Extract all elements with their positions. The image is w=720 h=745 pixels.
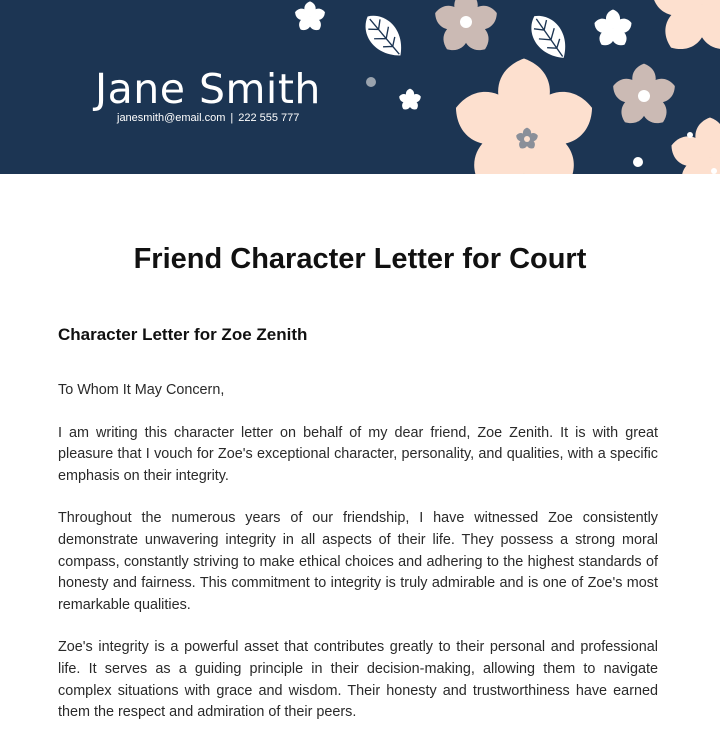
document-title: Friend Character Letter for Court bbox=[133, 243, 587, 275]
dot-icon bbox=[633, 157, 643, 167]
letter-greeting: To Whom It May Concern, bbox=[58, 382, 225, 398]
sender-name: Jane Smith bbox=[95, 65, 321, 113]
flower-icon bbox=[646, 0, 720, 59]
flower-icon bbox=[432, 0, 501, 56]
flower-icon bbox=[398, 89, 422, 112]
dot-icon bbox=[711, 168, 717, 174]
flower-icon bbox=[667, 118, 720, 175]
sender-email: janesmith@email.com bbox=[117, 112, 226, 124]
leaf-icon bbox=[357, 7, 411, 64]
sender-phone: 222 555 777 bbox=[238, 112, 300, 124]
dot-icon bbox=[366, 77, 376, 87]
leaf-icon bbox=[523, 8, 575, 66]
flower-icon bbox=[592, 10, 633, 49]
document-subtitle: Character Letter for Zoe Zenith bbox=[58, 325, 308, 344]
letter-paragraph: Throughout the numerous years of our friendship, I have witnessed Zoe consistently demonstrate unwavering integrity in all aspects of their life. They possess a strong moral compass, constantly striving to make ethical choices and adhering to the highest standards of honesty and fairness. This commitment to integrity is truly admirable and is one of Zoe's most remarkable qualities. bbox=[58, 510, 658, 613]
contact-info bbox=[117, 111, 299, 125]
letter-paragraph: Zoe's integrity is a powerful asset that contributes greatly to their personal and professional life. It serves as a guiding principle in their decision-making, allowing them to navigate complex situations with grace and wisdom. Their honesty and trustworthiness have earned them the respect and admiration of their peers. bbox=[58, 639, 658, 721]
contact-separator: | bbox=[230, 112, 234, 124]
letter-body bbox=[58, 380, 658, 745]
letter-paragraph: I am writing this character letter on behalf of my dear friend, Zoe Zenith. It is with great pleasure that I vouch for Zoe's exceptional character, personality, and qualities, with a specific emphasis on their integrity. bbox=[58, 424, 658, 484]
dot-icon bbox=[687, 132, 693, 138]
flower-icon bbox=[448, 58, 600, 174]
letterhead-banner bbox=[0, 0, 720, 174]
flower-icon bbox=[293, 1, 326, 33]
